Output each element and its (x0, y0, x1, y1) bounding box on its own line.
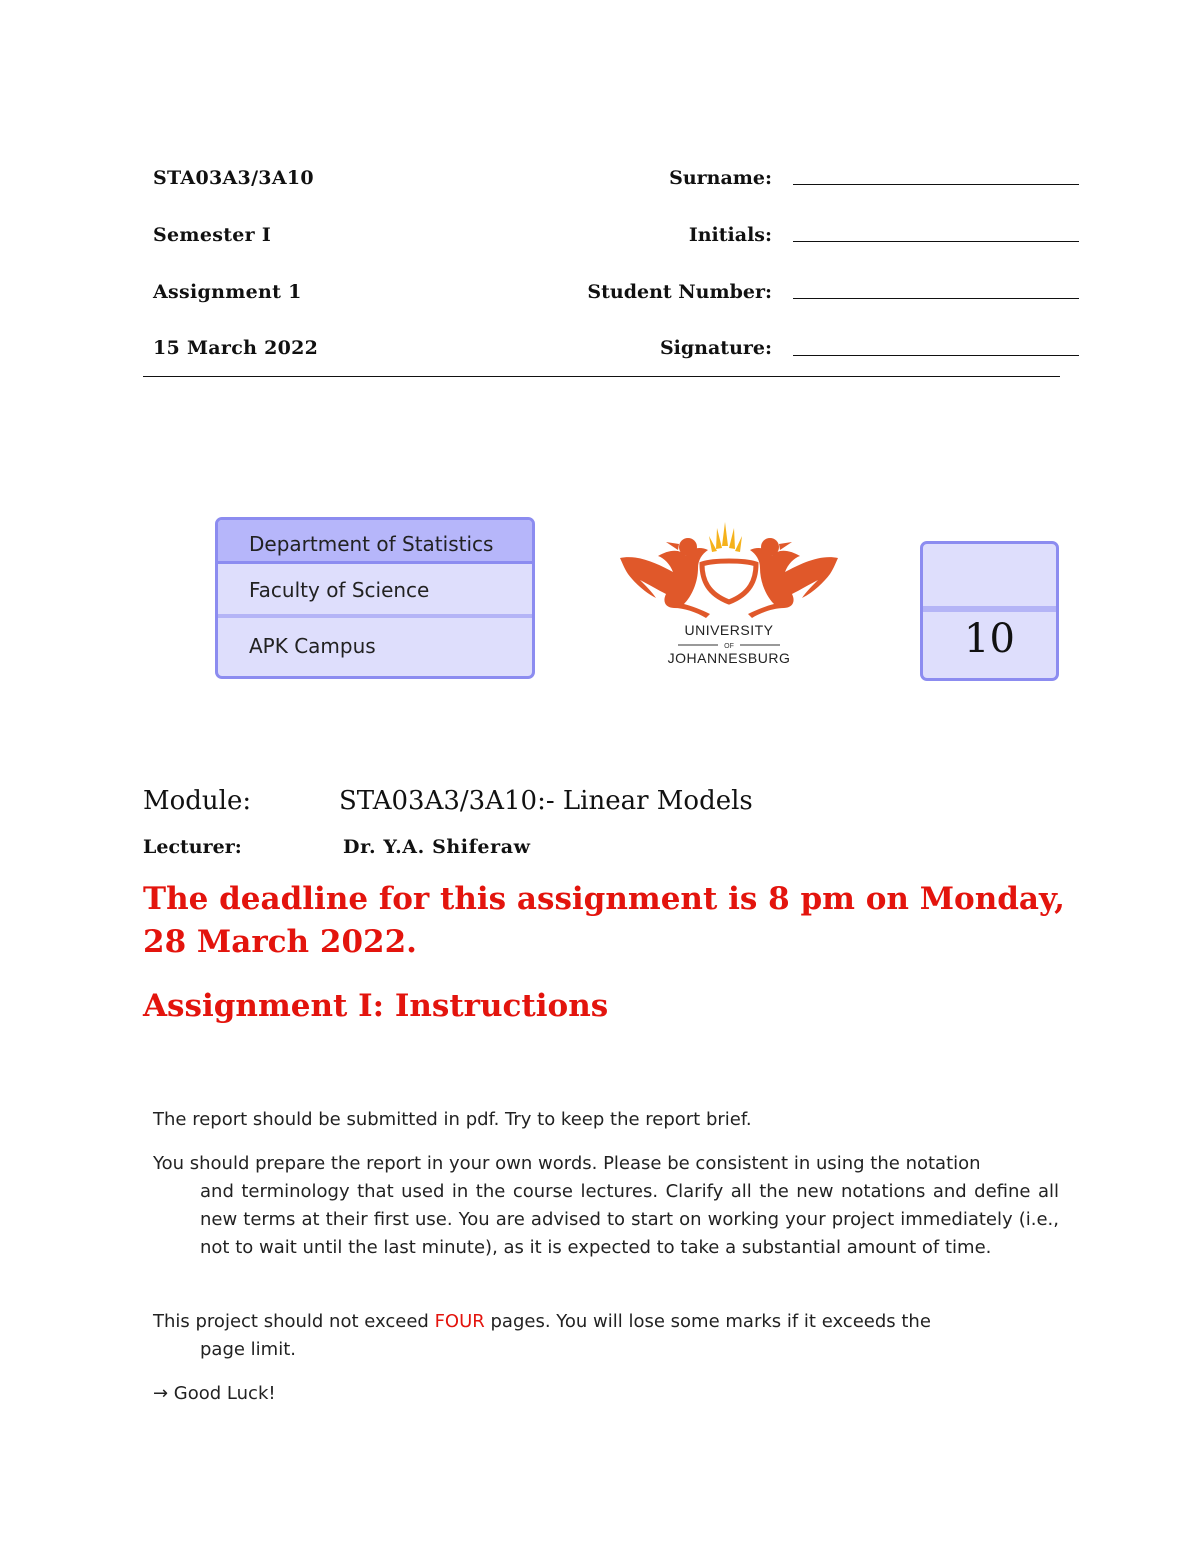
score-value: 10 (964, 616, 1015, 662)
assignment-date: 15 March 2022 (153, 337, 319, 359)
paragraph-guidelines-rest: and terminology that used in the course lectures. Clarify all the new notations and define all new terms at their first use. You are advised to start on working your project immediately (i.e., not to wait until the last minute), as it is expected to take a substantial amount of time. (200, 1181, 1059, 1258)
logo-line-1: UNIVERSITY (684, 622, 774, 638)
score-divider (923, 606, 1056, 612)
logo-line-3: JOHANNESBURG (667, 650, 791, 666)
surname-field[interactable] (793, 184, 1079, 185)
course-code: STA03A3/3A10 (153, 167, 314, 189)
page-limit-rest: page limit. (200, 1339, 296, 1360)
header-divider (143, 376, 1060, 377)
paragraph-guidelines (153, 1150, 1059, 1262)
lecturer-value: Dr. Y.A. Shiferaw (343, 836, 531, 858)
module-label: Module: (143, 786, 252, 816)
semester: Semester I (153, 224, 272, 246)
faculty-label: Faculty of Science (218, 564, 532, 618)
surname-label: Surname: (669, 167, 772, 189)
deadline-notice: The deadline for this assignment is 8 pm on Monday, 28 March 2022. (143, 881, 1065, 960)
signature-field[interactable] (793, 355, 1079, 356)
initials-field[interactable] (793, 241, 1079, 242)
department-box (215, 517, 535, 679)
module-value: STA03A3/3A10:- Linear Models (339, 786, 753, 816)
lecturer-label: Lecturer: (143, 836, 242, 858)
university-logo (618, 520, 840, 670)
good-luck-line: → Good Luck! (153, 1383, 276, 1404)
student-number-field[interactable] (793, 298, 1079, 299)
page-limit-highlight: FOUR (434, 1311, 485, 1332)
university-crest-icon (618, 520, 840, 670)
initials-label: Initials: (688, 224, 772, 246)
page-limit-text-before: This project should not exceed (153, 1311, 429, 1332)
page-limit-text-after: pages. You will lose some marks if it exceeds the (490, 1311, 931, 1332)
paragraph-guidelines-first-line: You should prepare the report in your own words. Please be consistent in using the notation (153, 1153, 981, 1174)
campus-label: APK Campus (249, 634, 376, 658)
instructions-title: Assignment I: Instructions (143, 988, 609, 1024)
signature-label: Signature: (659, 337, 772, 359)
score-box (920, 541, 1059, 681)
student-number-label: Student Number: (587, 281, 772, 303)
paragraph-submission: The report should be submitted in pdf. Try to keep the report brief. (153, 1109, 752, 1130)
paragraph-page-limit (153, 1308, 1059, 1364)
department-label: Department of Statistics (218, 520, 532, 564)
assignment-number: Assignment 1 (153, 281, 302, 303)
logo-line-2: OF (724, 643, 734, 650)
